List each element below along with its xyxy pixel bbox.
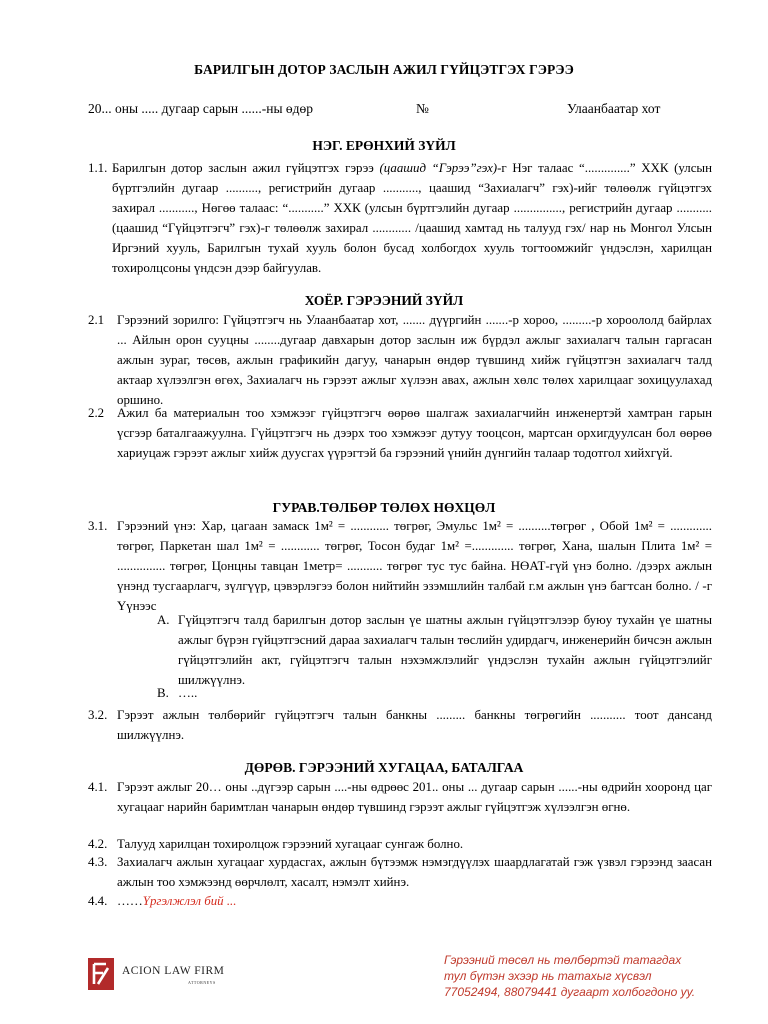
clause-number: 2.2	[88, 406, 105, 420]
section-heading-4: ДӨРӨВ. ГЭРЭЭНИЙ ХУГАЦАА, БАТАЛГАА	[244, 760, 524, 775]
note-line: 77052494, 88079441 дугаарт холбогдоно уу.	[444, 985, 696, 999]
clause-4-4	[117, 892, 712, 912]
clause-number: B.	[157, 686, 169, 700]
clause-number: 1.1.	[88, 161, 108, 175]
logo-name: ACION LAW FIRM	[122, 965, 225, 977]
logo-mark-icon	[88, 958, 114, 990]
clause-2-2: Ажил ба материалын тоо хэмжээг гүйцэтгэгч өөрөө шалгаж захиалагчийн инженертэй хамтран гарын үсгээр баталгаажуулна. Гүйцэтгэгч нь дээрх тоо хэмжээг дутуу тооцсон, мартсан орхигдуулсан бол өөрөө хариуцаж гэрээт ажлыг хийж дуусгах үүрэгтэй ба гэрээний үнийн дүнгийн талаар тодотгол хийхгүй.	[117, 406, 712, 460]
note-line: Гэрээний төсөл нь төлбөртэй татагдах	[444, 953, 682, 967]
clause-number: 2.1	[88, 313, 105, 327]
clause-ellipsis: ……	[117, 894, 143, 908]
clause-text: -г Нэг талаас “..............” ХХК (улсын бүртгэлийн дугаар .........., регистрийн дугаар ..........., цаашид “Захиалагч” гэх)-ийг төлөөлж гүйцэтгэх захирал ..........., Нөгөө талаас: “...........” ХХК (улсын бүртгэлийн дугаар ..............., регистрийн дугаар ........... (цаашид “Гүйцэтгэгч” гэх)-г төлөөлж захирал ............ /цаашид хамтад нь талууд гэх/ нар нь Монгол Улсын Иргэний хууль, Барилгын тухай хууль болон бусад холбогдох хууль тогтоомжийг үндэслэн, харилцан тохиролцсоны үндсэн дээр байгуулав.	[112, 161, 712, 275]
clause-number: 3.2.	[88, 708, 108, 722]
continued-notice: Үргэлжлэл бий ...	[142, 894, 237, 908]
clause-number: 4.1.	[88, 780, 108, 794]
clause-3-1-a: Гүйцэтгэгч талд барилгын дотор заслын үе шатны ажлын гүйцэтгэлээр буюу тухайн үе шатны ажлыг бүрэн гүйцэтгэсний дараа захиалагч талын төслийн удирдагч, инженерийн бичсэн ажлын гүйцэтгэлийн акт, гүйцэтгэгч талын нэхэмжлэлийг үндэслэн тухайн ажлын гүйцэтгэлийг шилжүүлнэ.	[178, 613, 712, 687]
section-heading-3: ГУРАВ.ТӨЛБӨР ТӨЛӨХ НӨХЦӨЛ	[272, 500, 496, 515]
clause-4-1: Гэрээт ажлыг 20… оны ..дүгээр сарын ....-ны өдрөөс 201.. оны ... дугаар сарын ......-ны өдрийн хооронд цаг хугацааг нарийн баримтлан чанарын өндөр түвшинд гэрээт ажлыг гүйцэтгэж хүлээлгэн өгнө.	[117, 780, 712, 814]
clause-4-2: Талууд харилцан тохиролцож гэрээний хугацааг сунгаж болно.	[117, 837, 464, 851]
clause-italic-text: (цаашид “Гэрээ”гэх)	[379, 161, 498, 175]
clause-3-1: Гэрээний үнэ: Хар, цагаан замаск 1м² = ............ төгрөг, Эмульс 1м² = ..........төгрөг , Обой 1м² = ............. төгрөг, Паркетан шал 1м² = ............ төгрөг, Тосон будаг 1м² =............. төгрөг, Хана, шалын Плита 1м² = ............... төгрөг, Цонцны тавцан 1метр= ........... төгрөг тус тус байна. НӨАТ-гүй үнэ болно. /дээрх ажлын үнэнд тусгаарлагч, зүлгүүр, цэвэрлэгээ болон нийтийн эзэмшлийн талбай г.м ажлын үнэ багтсан болно. / -г Үүнээс	[117, 519, 712, 613]
section-heading-1: НЭГ. ЕРӨНХИЙ ЗҮЙЛ	[312, 138, 456, 153]
law-firm-logo	[88, 958, 288, 998]
logo-subtitle: ATTORNEYS	[188, 980, 216, 985]
contract-number: №	[416, 101, 429, 116]
note-line: тул бүтэн эхээр нь татахыг хүсвэл	[444, 969, 652, 983]
clause-number: A.	[157, 613, 170, 627]
section-heading-2: ХОЁР. ГЭРЭЭНИЙ ЗҮЙЛ	[304, 293, 464, 308]
contract-city: Улаанбаатар хот	[567, 101, 661, 116]
clause-3-1-b: …..	[178, 686, 198, 700]
clause-text: Барилгын дотор заслын ажил гүйцэтгэх гэрээ	[112, 161, 380, 175]
download-note	[444, 952, 744, 1000]
clause-2-1: Гэрээний зорилго: Гүйцэтгэгч нь Улаанбаатар хот, ....... дүүргийн .......-р хороо, .........-р хороололд байрлах ... Айлын орон сууцны ........дугаар давхарын дотор заслын иж бүрдэл ажлыг захиалагч талын гаргасан ажлын зураг, төсөв, ажлын графикийн дагуу, чанарын өндөр түвшинд хийж гүйцэтгэн захиалагч талд актаар хүлээлгэн өгөх, Захиалагч нь гэрээт ажлыг хүлээн авах, ажлын хөлс төлөх харилцааг зохицуулахад оршино.	[117, 313, 712, 407]
clause-number: 4.4.	[88, 894, 108, 908]
clause-number: 4.2.	[88, 837, 108, 851]
clause-4-3: Захиалагч ажлын хугацааг хурдасгах, ажлын бүтээмж нэмэгдүүлэх шаардлагатай гэж үзвэл гэрээнд заасан ажлын тоо хэмжээнд өөрчлөлт, хасалт, нэмэлт хийнэ.	[117, 855, 712, 889]
document-title: БАРИЛГЫН ДОТОР ЗАСЛЫН АЖИЛ ГҮЙЦЭТГЭХ ГЭРЭЭ	[194, 62, 574, 77]
clause-number: 3.1.	[88, 519, 108, 533]
contract-date: 20... оны ..... дугаар сарын ......-ны өдөр	[88, 101, 314, 116]
clause-3-2: Гэрээт ажлын төлбөрийг гүйцэтгэгч талын банкны ......... банкны төгрөгийн ........... тоот дансанд шилжүүлнэ.	[117, 708, 712, 742]
clause-number: 4.3.	[88, 855, 108, 869]
clause-1-1	[112, 159, 712, 278]
